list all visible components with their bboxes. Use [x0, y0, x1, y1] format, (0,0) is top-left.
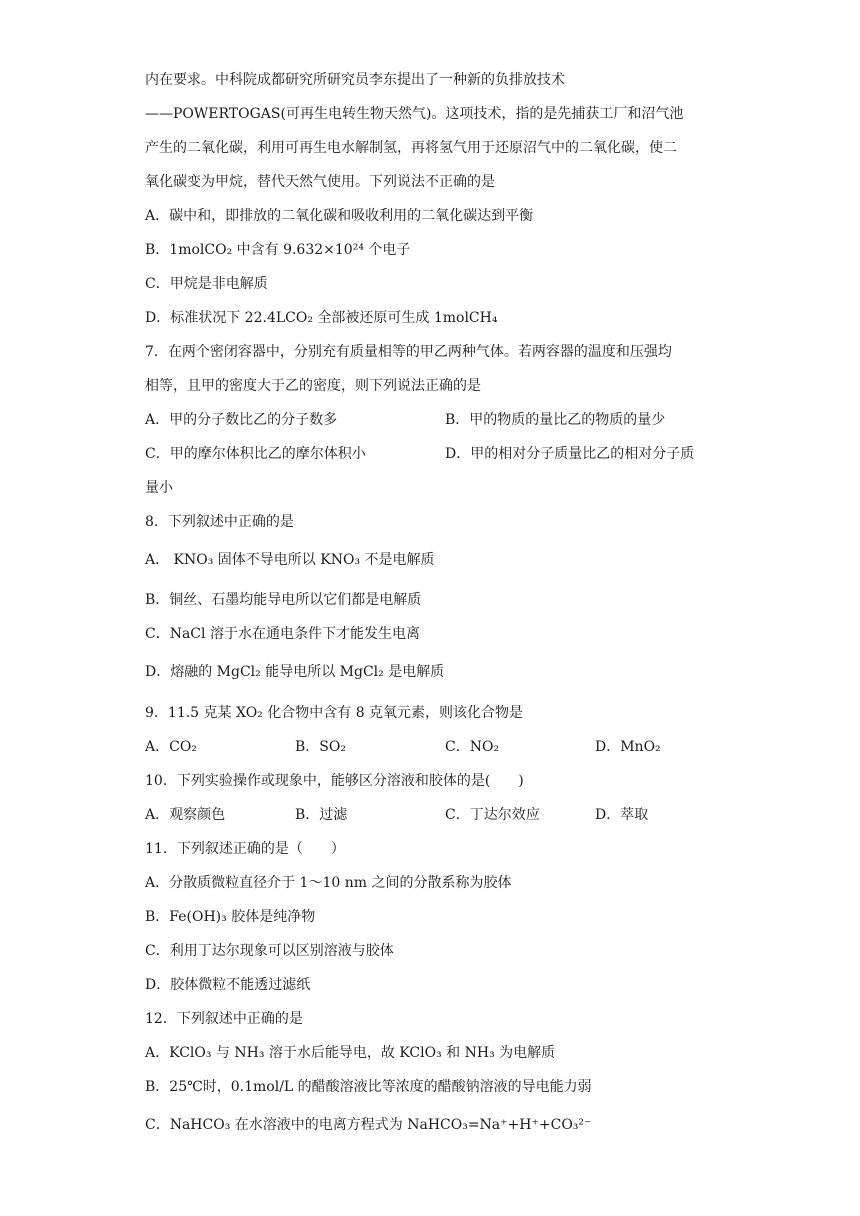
q6-option-d: D．标准状况下 22.4LCO₂ 全部被还原可生成 1molCH₄ [145, 310, 498, 326]
q12-option-a: A．KClO₃ 与 NH₃ 溶于水后能导电，故 KClO₃ 和 NH₃ 为电解质 [145, 1045, 556, 1061]
q9-option-a: A．CO₂ [145, 739, 197, 755]
q7-stem-line-2: 相等，且甲的密度大于乙的密度，则下列说法正确的是 [145, 378, 481, 394]
q6-stem-line-1: 内在要求。中科院成都研究所研究员李东提出了一种新的负排放技术 [145, 72, 565, 88]
q11-option-a: A．分散质微粒直径介于 1～10 nm 之间的分散系称为胶体 [145, 875, 512, 891]
q9-option-d: D．MnO₂ [595, 739, 661, 755]
q7-option-a: A．甲的分子数比乙的分子数多 [145, 412, 338, 428]
q8-stem: 8．下列叙述中正确的是 [145, 514, 294, 530]
q11-option-d: D．胶体微粒不能透过滤纸 [145, 977, 311, 993]
q8-option-b: B．铜丝、石墨均能导电所以它们都是电解质 [145, 592, 422, 608]
q8-option-a: A． KNO₃ 固体不导电所以 KNO₃ 不是电解质 [145, 552, 435, 568]
q10-stem: 10．下列实验操作或现象中，能够区分溶液和胶体的是( ) [145, 773, 524, 789]
q10-option-b: B．过滤 [295, 807, 348, 823]
q6-stem-line-2: ——POWERTOGAS(可再生电转生物天然气)。这项技术，指的是先捕获工厂和沼气池 [145, 106, 684, 122]
q8-option-d: D．熔融的 MgCl₂ 能导电所以 MgCl₂ 是电解质 [145, 664, 445, 680]
q6-stem-line-4: 氧化碳变为甲烷，替代天然气使用。下列说法不正确的是 [145, 174, 495, 190]
q7-option-d: D．甲的相对分子质量比乙的相对分子质 [445, 446, 695, 462]
q11-option-c: C．利用丁达尔现象可以区别溶液与胶体 [145, 943, 394, 959]
q12-stem: 12．下列叙述中正确的是 [145, 1011, 303, 1027]
q7-option-d-continued: 量小 [145, 480, 173, 496]
q12-option-b: B．25℃时，0.1mol/L 的醋酸溶液比等浓度的醋酸钠溶液的导电能力弱 [145, 1079, 592, 1095]
q7-option-c: C．甲的摩尔体积比乙的摩尔体积小 [145, 446, 366, 462]
q6-option-c: C．甲烷是非电解质 [145, 276, 268, 292]
q6-stem-line-3: 产生的二氧化碳，利用可再生电水解制氢，再将氢气用于还原沼气中的二氧化碳，使二 [145, 140, 677, 156]
q9-option-b: B．SO₂ [295, 739, 346, 755]
q6-option-b: B．1molCO₂ 中含有 9.632×10²⁴ 个电子 [145, 242, 411, 258]
q8-option-c: C．NaCl 溶于水在通电条件下才能发生电离 [145, 626, 420, 642]
q6-option-a: A．碳中和，即排放的二氧化碳和吸收利用的二氧化碳达到平衡 [145, 208, 534, 224]
q9-option-c: C．NO₂ [445, 739, 500, 755]
q11-option-b: B．Fe(OH)₃ 胶体是纯净物 [145, 909, 316, 925]
q10-option-a: A．观察颜色 [145, 807, 226, 823]
q10-option-d: D．萃取 [595, 807, 649, 823]
q10-option-c: C．丁达尔效应 [445, 807, 540, 823]
q11-stem: 11．下列叙述正确的是（ ） [145, 841, 345, 857]
q9-stem: 9．11.5 克某 XO₂ 化合物中含有 8 克氧元素，则该化合物是 [145, 705, 524, 721]
q7-option-b: B．甲的物质的量比乙的物质的量少 [445, 412, 666, 428]
q7-stem-line-1: 7．在两个密闭容器中，分别充有质量相等的甲乙两种气体。若两容器的温度和压强均 [145, 344, 672, 360]
q12-option-c: C．NaHCO₃ 在水溶液中的电离方程式为 NaHCO₃=Na⁺+H⁺+CO₃²⁻ [145, 1117, 592, 1133]
